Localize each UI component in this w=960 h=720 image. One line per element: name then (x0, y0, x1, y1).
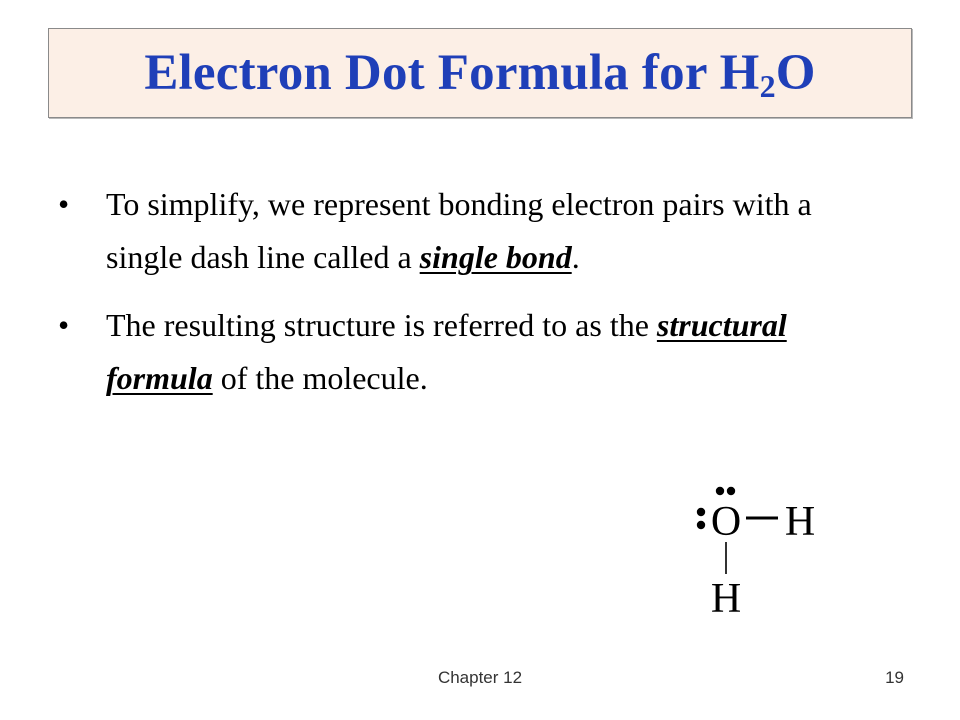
molecule-svg (680, 480, 840, 620)
footer-page-number: 19 (885, 668, 904, 687)
bullet-item (56, 299, 856, 405)
bullet-emphasis: structural formula (106, 307, 787, 396)
lone-pair-dots-top (716, 487, 735, 495)
oxygen-atom: O (710, 499, 742, 545)
bullet-text: To simplify, we represent bonding electron pairs with a single dash line called a (106, 186, 812, 275)
structural-formula-diagram (680, 480, 840, 620)
lone-pair-dots-left (697, 508, 705, 529)
bullet-marker: • (58, 307, 70, 343)
title-subscript: 2 (759, 68, 776, 104)
footer-chapter: Chapter 12 (437, 668, 523, 687)
bullet-text-end: of the molecule. (212, 360, 428, 396)
bullet-list (56, 178, 856, 420)
title-suffix: O (775, 45, 816, 101)
hydrogen-atom-right: H (784, 499, 816, 545)
slide-title (144, 44, 815, 102)
bullet-text-end: . (571, 239, 580, 275)
title-box (48, 28, 912, 118)
title-main: Electron Dot Formula for H (144, 45, 760, 101)
bullet-marker: • (58, 186, 70, 222)
bullet-text: The resulting structure is referred to as the (106, 307, 657, 343)
bullet-emphasis: single bond (419, 239, 572, 275)
bullet-item (56, 178, 856, 284)
hydrogen-atom-bottom: H (710, 576, 742, 620)
